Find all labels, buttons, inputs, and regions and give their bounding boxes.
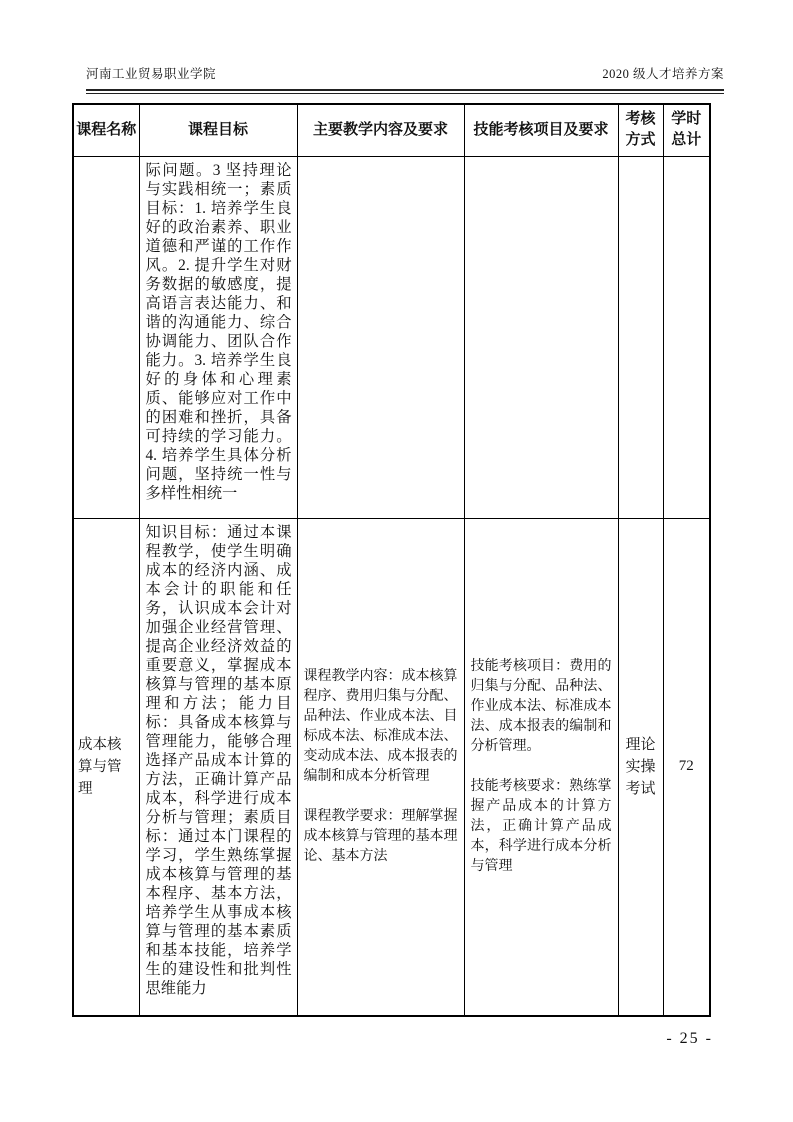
table-header-row (73, 104, 710, 156)
col-header-course-name: 课程名称 (73, 104, 139, 156)
document-header (86, 66, 724, 82)
teaching-content-paragraph: 课程教学内容：成本核算程序、费用归集与分配、品种法、作业成本法、目标成本法、标准成本法、变动成本法、成本报表的编制和成本分析管理 (303, 668, 458, 784)
cell-course-objectives: 际问题。3 坚持理论与实践相统一；素质目标：1. 培养学生良好的政治素养、职业道德和严谨的工作作风。2. 提升学生对财务数据的敏感度，提高语言表达能力、和谐的沟通能力、综合协调能力、团队合作能力。3. 培养学生良好的身体和心理素质、能够应对工作中的困难和挫折，具备可持续的学习能力。4. 培养学生具体分析问题，坚持统一性与多样性相统一 (139, 156, 297, 518)
col-header-teaching-content: 主要教学内容及要求 (297, 104, 464, 156)
header-program-title: 2020 级人才培养方案 (602, 67, 724, 81)
skill-assessment-items-paragraph: 技能考核项目：费用的归集与分配、品种法、作业成本法、标准成本法、成本报表的编制和分析管理。 (470, 658, 612, 754)
skill-assessment-requirement-paragraph: 技能考核要求：熟练掌握产品成本的计算方法，正确计算产品成本，科学进行成本分析与管理 (470, 778, 612, 874)
cell-course-name: 成本核算与管理 (73, 518, 139, 1016)
col-header-course-objectives: 课程目标 (139, 104, 297, 156)
header-rule (86, 89, 724, 94)
table-row-continuation (73, 156, 710, 518)
cell-skill-assessment (464, 518, 618, 1016)
cell-total-hours: 72 (663, 518, 710, 1016)
col-header-total-hours: 学时总计 (663, 104, 710, 156)
col-header-assessment-method: 考核方式 (618, 104, 663, 156)
header-school-name: 河南工业贸易职业学院 (86, 67, 217, 81)
cell-teaching-content (297, 518, 464, 1016)
course-table (72, 103, 711, 1017)
col-header-skill-assessment: 技能考核项目及要求 (464, 104, 618, 156)
cell-teaching-content (297, 156, 464, 518)
cell-course-name (73, 156, 139, 518)
cell-course-objectives: 知识目标：通过本课程教学，使学生明确成本的经济内涵、成本会计的职能和任务，认识成本会计对加强企业经营管理、提高企业经济效益的重要意义，掌握成本核算与管理的基本原理和方法；能力目标：具备成本核算与管理能力，能够合理选择产品成本计算的方法，正确计算产品成本，科学进行成本分析与管理；素质目标：通过本门课程的学习，学生熟练掌握成本核算与管理的基本程序、基本方法，培养学生从事成本核算与管理的基本素质和基本技能，培养学生的建设性和批判性思维能力 (139, 518, 297, 1016)
table-row-course (73, 518, 710, 1016)
cell-skill-assessment (464, 156, 618, 518)
teaching-requirement-paragraph: 课程教学要求：理解掌握成本核算与管理的基本理论、基本方法 (303, 808, 458, 864)
cell-assessment-method: 理论实操考试 (618, 518, 663, 1016)
cell-assessment-method (618, 156, 663, 518)
page-number: - 25 - (666, 1030, 713, 1047)
cell-total-hours (663, 156, 710, 518)
